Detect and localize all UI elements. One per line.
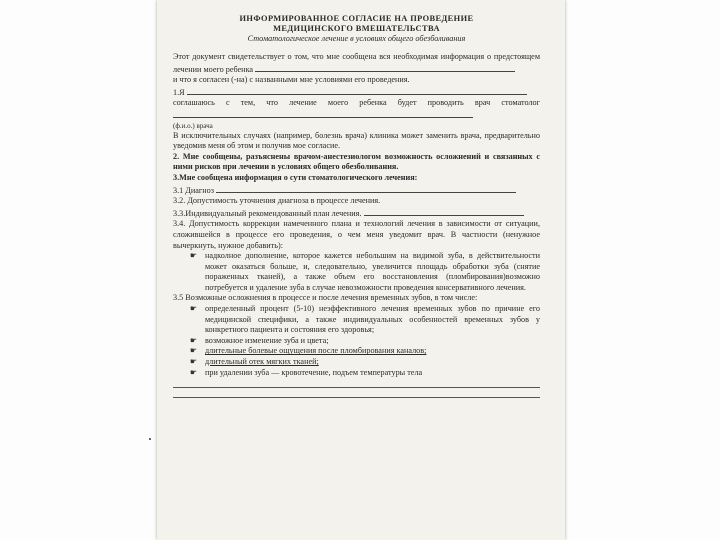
- list-item: [173, 304, 540, 336]
- pointing-hand-icon: ☛: [189, 367, 197, 377]
- pointing-hand-icon: ☛: [189, 357, 197, 367]
- pointing-hand-icon: ☛: [189, 304, 197, 314]
- clause-3-5: 3.5 Возможные осложнения в процессе и после лечения временных зубов, в том числе:: [173, 293, 478, 303]
- child-name-field[interactable]: [255, 63, 515, 72]
- list-item: [173, 336, 540, 347]
- list-item: [173, 368, 540, 379]
- pointing-hand-icon: ☛: [189, 346, 197, 356]
- list-item-text: длительный отек мягких тканей;: [205, 357, 319, 367]
- doc-title-line2: МЕДИЦИНСКОГО ВМЕШАТЕЛЬСТВА: [273, 24, 440, 33]
- diagnosis-label: 3.1 Диагноз: [173, 185, 214, 195]
- clause-1-head: [173, 86, 540, 99]
- diagnosis-field[interactable]: [216, 184, 516, 193]
- clause-3-1: [173, 184, 540, 197]
- clause-3-head: 3.Мне сообщена информация о сути стоматологического лечения:: [173, 172, 418, 182]
- doc-subtitle: Стоматологическое лечение в условиях общего обезболивания: [247, 34, 466, 43]
- treatment-plan-field[interactable]: [364, 207, 524, 216]
- clause-3-3: [173, 207, 540, 220]
- blank-line[interactable]: [173, 378, 540, 388]
- pointing-hand-icon: ☛: [189, 251, 197, 261]
- list-item-text: надколное дополнение, которое кажется небольшим на видимой зуба, в действительности может оказаться больше, и, следовательно, увеличится площадь обработки зуба (снятие пораженных тканей), а также объем его восстановления (пломбирования)возможно потребуется и удаление зуба в случае невозможности проведения консервативного лечения.: [205, 251, 540, 292]
- list-item-text: при удалении зуба — кровотечение, подъем температуры тела: [205, 367, 423, 377]
- doctor-name-field[interactable]: [173, 109, 473, 118]
- scan-speck: [149, 438, 151, 440]
- list-item-text: длительные болевые ощущения после пломбирования каналов;: [205, 346, 427, 356]
- doctor-caption: (ф.и.о.) врача: [173, 121, 213, 130]
- clause-2: 2. Мне сообщены, разъяснены врачом-анестезиологом возможность осложнений и связанных с ними рисков при лечении в условиях общего обезболивания.: [173, 151, 540, 172]
- list-item: [173, 357, 540, 368]
- consent-document: [173, 14, 540, 398]
- list-item: [173, 346, 540, 357]
- document-page: [157, 0, 565, 540]
- clause-1-replacement: В исключительных случаях (например, болезнь врача) клиника может заменить врача, предварительно уведомив меня об этом и получив мое согласие.: [173, 130, 540, 151]
- clause-3-2: 3.2. Допустимость уточнения диагноза в процессе лечения.: [173, 196, 381, 206]
- intro-agreement: и что я согласен (-на) с названными мне условиями его проведения.: [173, 75, 410, 85]
- treatment-plan-label: 3.3.Индивидуальный рекомендованный план лечения.: [173, 208, 362, 218]
- intro-text: Этот документ свидетельствует о том, что мне сообщена вся необходимая информация о предстоящем лечении моего ребенка: [173, 52, 540, 74]
- clause-1-number: 1.Я: [173, 87, 185, 97]
- intro-paragraph: [173, 52, 540, 75]
- clause-1-doctor-text: соглашаюсь с тем, что лечение моего ребенка будет проводить врач стоматолог: [173, 98, 540, 108]
- list-item: [173, 251, 540, 293]
- pointing-hand-icon: ☛: [189, 335, 197, 345]
- doc-title-line1: ИНФОРМИРОВАННОЕ СОГЛАСИЕ НА ПРОВЕДЕНИЕ: [239, 14, 474, 23]
- patient-name-field[interactable]: [187, 86, 527, 95]
- list-item-text: определенный процент (5-10) неэффективного лечения временных зубов по причине его медицинской специфики, а также индивидуальных особенностей временных зубов у конкретного пациента и состояния его здоровья;: [205, 304, 540, 335]
- clause-3-4: 3.4. Допустимость коррекции намеченного плана и технологий лечения в зависимости от ситуации, сложившейся в процессе его проведения, о чем меня уведомит врач. В частности (ненужное вычеркнуть, нужное добавить):: [173, 219, 540, 250]
- clause-1-text: [173, 98, 540, 121]
- list-item-text: возможное изменение зуба и цвета;: [205, 335, 329, 345]
- blank-line[interactable]: [173, 388, 540, 398]
